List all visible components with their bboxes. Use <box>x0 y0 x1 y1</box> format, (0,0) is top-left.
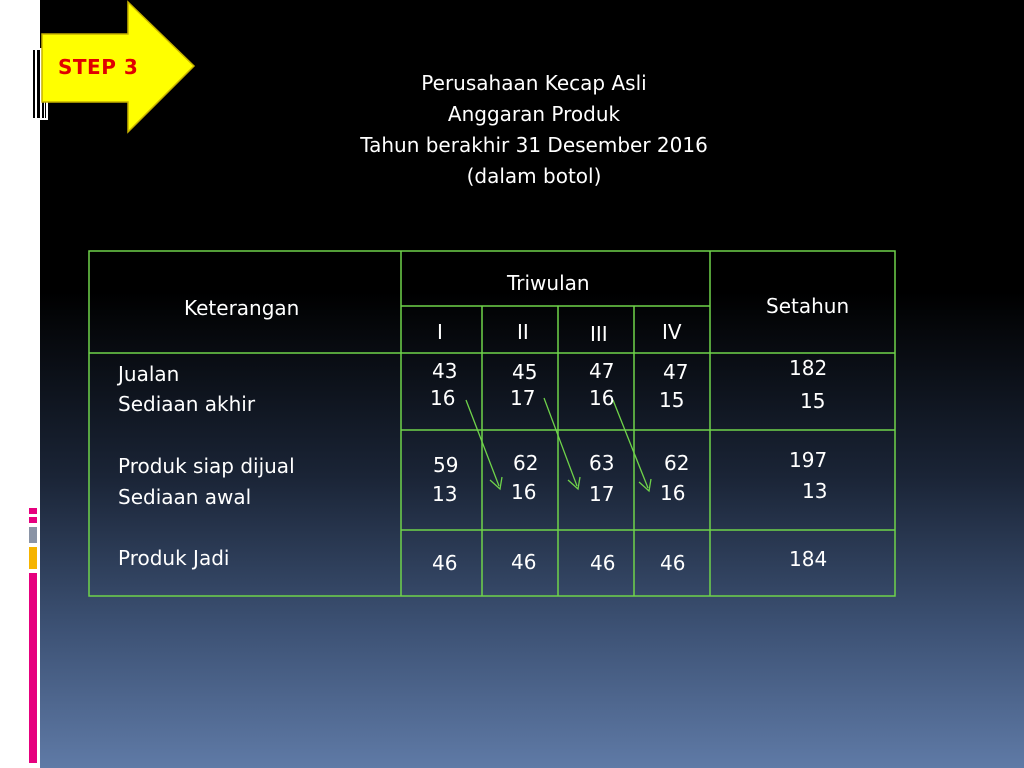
row-label-produk-siap-dijual: Produk siap dijual <box>118 454 295 478</box>
cell-produk-siap-dijual-q3: 63 <box>589 451 615 475</box>
cell-sediaan-awal-q1: 13 <box>432 482 458 506</box>
cell-sediaan-awal-total: 13 <box>802 479 828 503</box>
header-quarter-3: III <box>590 322 608 346</box>
cell-jualan-q3: 47 <box>589 359 615 383</box>
cell-produk-jadi-total: 184 <box>789 547 828 571</box>
row-label-sediaan-awal: Sediaan awal <box>118 485 252 509</box>
row-label-jualan: Jualan <box>118 362 180 386</box>
cell-sediaan-awal-q2: 16 <box>511 480 537 504</box>
header-setahun: Setahun <box>766 294 850 318</box>
cell-produk-jadi-q2: 46 <box>511 550 537 574</box>
cell-jualan-total: 182 <box>789 356 828 380</box>
report-unit: (dalam botol) <box>466 164 602 188</box>
company-name: Perusahaan Kecap Asli <box>421 71 647 95</box>
cell-produk-jadi-q3: 46 <box>590 551 616 575</box>
color-bars-decoration <box>29 508 37 763</box>
cell-sediaan-akhir-total: 15 <box>800 389 826 413</box>
cell-sediaan-awal-q4: 16 <box>660 481 686 505</box>
header-quarter-1: I <box>437 320 443 344</box>
cell-produk-jadi-q4: 46 <box>660 551 686 575</box>
cell-produk-siap-dijual-q4: 62 <box>664 451 690 475</box>
header-keterangan: Keterangan <box>184 296 300 320</box>
report-period: Tahun berakhir 31 Desember 2016 <box>360 133 708 157</box>
cell-sediaan-awal-q3: 17 <box>589 482 615 506</box>
cell-sediaan-akhir-q1: 16 <box>430 386 456 410</box>
header-quarter-4: IV <box>662 320 682 344</box>
row-label-produk-jadi: Produk Jadi <box>118 546 230 570</box>
cell-produk-siap-dijual-q2: 62 <box>513 451 539 475</box>
carry-over-arrows <box>466 398 651 491</box>
cell-produk-siap-dijual-q1: 59 <box>433 453 459 477</box>
header-triwulan: Triwulan <box>507 271 590 295</box>
cell-produk-jadi-q1: 46 <box>432 551 458 575</box>
cell-produk-siap-dijual-total: 197 <box>789 448 828 472</box>
cell-sediaan-akhir-q2: 17 <box>510 386 536 410</box>
step-label: STEP 3 <box>58 55 139 79</box>
cell-sediaan-akhir-q3: 16 <box>589 386 615 410</box>
row-label-sediaan-akhir: Sediaan akhir <box>118 392 256 416</box>
cell-jualan-q4: 47 <box>663 360 689 384</box>
report-title <box>334 68 734 192</box>
cell-sediaan-akhir-q4: 15 <box>659 388 685 412</box>
cell-jualan-q1: 43 <box>432 359 458 383</box>
cell-jualan-q2: 45 <box>512 360 538 384</box>
report-name: Anggaran Produk <box>447 102 621 126</box>
header-quarter-2: II <box>517 320 529 344</box>
